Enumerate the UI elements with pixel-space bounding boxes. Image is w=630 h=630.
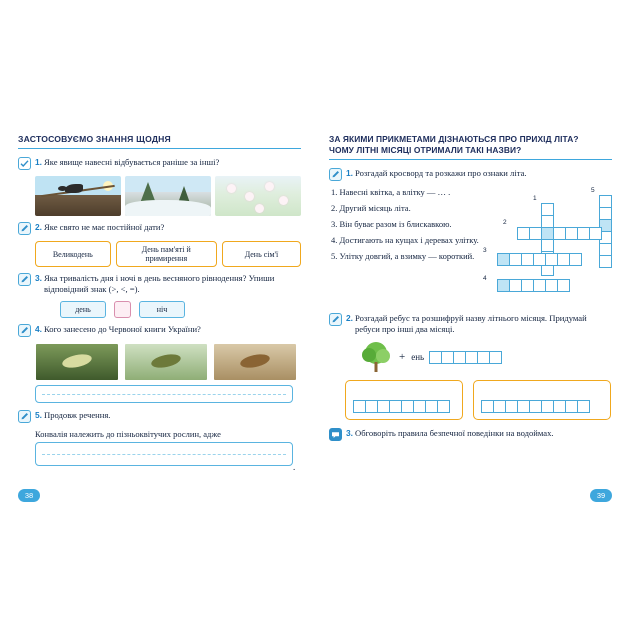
right-page — [315, 118, 630, 508]
pencil-badge-icon — [329, 168, 342, 181]
clue-4: 4. Достигають на кущах і деревах улітку. — [331, 234, 479, 245]
crossword-grid[interactable] — [481, 186, 612, 305]
speech-badge-icon — [329, 428, 342, 441]
task-3-number: 3. — [35, 273, 42, 284]
crossword-number-3: 3 — [483, 246, 487, 254]
page-number-right: 39 — [590, 489, 612, 502]
r-task-1-text: Розгадай кросворд та розкажи про ознаки літа. — [355, 167, 527, 178]
left-page-header: ЗАСТОСОВУЄМО ЗНАННЯ ЩОДНЯ — [18, 134, 301, 149]
photo-spring-bird — [35, 176, 121, 216]
photo-snow-trees — [125, 176, 211, 216]
right-page-header — [329, 134, 612, 160]
spread — [0, 118, 630, 508]
r-task-2-number: 2. — [346, 312, 353, 323]
photo-insect-2 — [124, 343, 208, 381]
task-1-number: 1. — [35, 157, 42, 167]
option-den-pamyati[interactable]: День пам'яті й примирення — [116, 241, 217, 267]
page-number-left: 38 — [18, 489, 40, 502]
r-task-3 — [329, 428, 612, 441]
r-task-1-number: 1. — [346, 167, 353, 178]
task-1 — [18, 157, 301, 170]
crossword-section — [329, 187, 612, 305]
rebus-box-2[interactable] — [473, 380, 611, 420]
right-header-line-1: ЗА ЯКИМИ ПРИКМЕТАМИ ДІЗНАЮТЬСЯ ПРО ПРИХІД ЛІТА? — [329, 134, 579, 144]
task-2 — [18, 222, 301, 235]
task-3-answer-row — [60, 301, 301, 318]
pencil-badge-icon — [329, 313, 342, 326]
rebus-draw-boxes — [345, 380, 612, 420]
pencil-badge-icon — [18, 273, 31, 286]
rebus-answer-cells[interactable] — [430, 351, 502, 364]
left-page — [0, 118, 315, 508]
rebus-row — [359, 340, 612, 374]
task-1-text: Яке явище навесні відбувається раніше за інші? — [44, 157, 220, 167]
task-2-text: Яке свято не має постійної дати? — [44, 222, 165, 232]
rebus-box-1[interactable] — [345, 380, 463, 420]
photo-insect-1 — [35, 343, 119, 381]
task-5-answer-box[interactable] — [35, 442, 293, 466]
rebus-plus: + — [399, 351, 406, 364]
task-2-options — [35, 241, 301, 267]
checkmark-badge-icon — [18, 157, 31, 170]
label-day: день — [60, 301, 106, 318]
task-4 — [18, 324, 301, 337]
crossword-number-2: 2 — [503, 218, 507, 226]
crossword-number-1: 1 — [533, 194, 537, 202]
r-task-1 — [329, 168, 612, 181]
rebus-suffix: ень — [411, 352, 425, 363]
r-task-3-text: Обговоріть правила безпечної поведінки на водоймах. — [355, 428, 554, 439]
tree-icon — [359, 340, 393, 374]
task-3 — [18, 273, 301, 294]
clue-1: 1. Навесні квітка, а влітку — … . — [331, 186, 451, 197]
clue-5: 5. Улітку довгий, а взимку — короткий. — [331, 251, 475, 262]
right-header-line-2: ЧОМУ ЛІТНІ МІСЯЦІ ОТРИМАЛИ ТАКІ НАЗВИ? — [329, 144, 522, 155]
pencil-badge-icon — [18, 324, 31, 337]
option-den-simyi[interactable]: День сім'ї — [222, 241, 301, 267]
task-4-number: 4. — [35, 323, 42, 334]
rebus-box-2-cells[interactable] — [482, 400, 590, 413]
task-4-text: Кого занесено до Червоної книги України? — [44, 323, 201, 334]
pencil-badge-icon — [18, 222, 31, 235]
r-task-2-text: Розгадай ребус та розшифруй назву літнього місяця. Придумай ребуси про інші два місяці. — [355, 312, 587, 334]
rebus-box-1-cells[interactable] — [354, 400, 450, 413]
photo-blossom — [215, 176, 301, 216]
r-task-2 — [329, 313, 612, 334]
label-night: ніч — [139, 301, 185, 318]
task-5-text: Продовж речення. — [44, 409, 111, 420]
pencil-badge-icon — [18, 410, 31, 423]
crossword-clues — [329, 187, 481, 305]
clue-2: 2. Другий місяць літа. — [331, 202, 411, 213]
task-3-text: Яка тривалість дня і ночі в день весняного рівнодення? Упиши відповідний знак (>, <, =). — [44, 273, 275, 295]
option-velykoden[interactable]: Великодень — [35, 241, 111, 267]
photo-insect-3 — [213, 343, 297, 381]
task-5-number: 5. — [35, 409, 42, 420]
task-2-number: 2. — [35, 222, 42, 232]
sign-input-box[interactable] — [114, 301, 131, 318]
task-5-end-mark: . — [293, 461, 296, 472]
crossword-number-4: 4 — [483, 274, 487, 282]
task-4-answer-box[interactable] — [35, 385, 293, 403]
task-5-sentence: Конвалія належить до пізньоквітучих рослин, адже — [35, 428, 221, 439]
task-5 — [18, 410, 301, 423]
clue-3: 3. Він буває разом із блискавкою. — [331, 218, 452, 229]
task-4-photos — [35, 343, 301, 381]
crossword-number-5: 5 — [591, 186, 595, 194]
r-task-3-number: 3. — [346, 428, 353, 439]
task-1-photos — [35, 176, 301, 216]
